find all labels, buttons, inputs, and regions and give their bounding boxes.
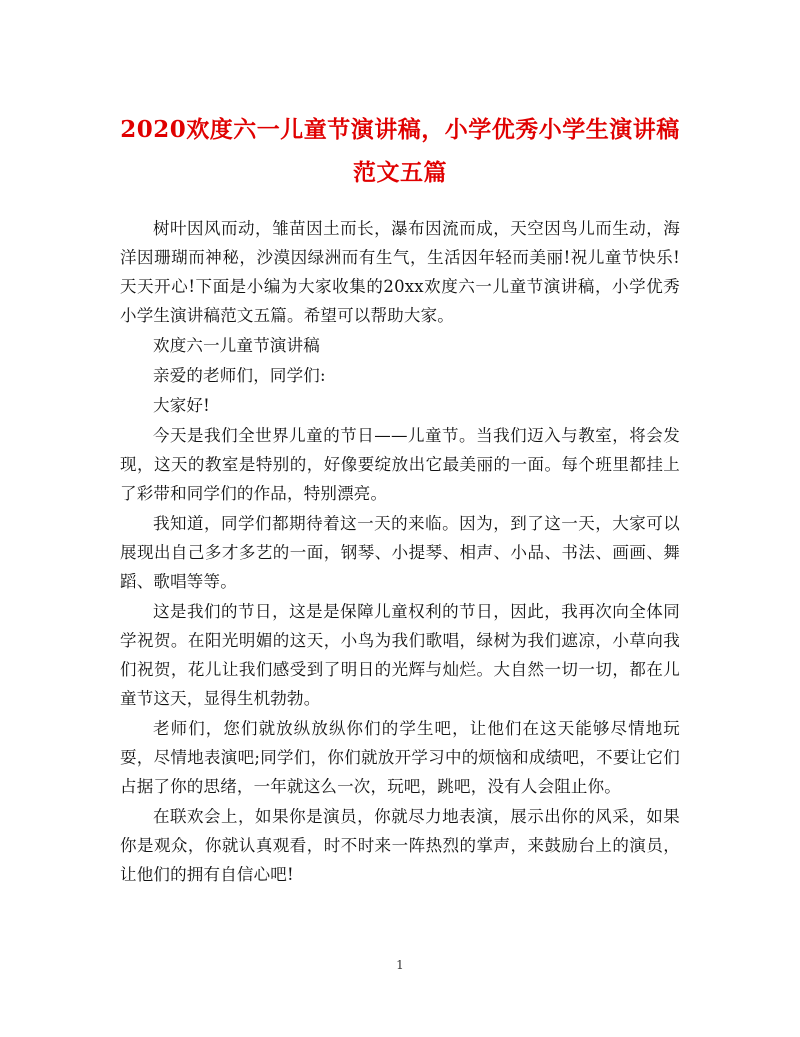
paragraph-body-3: 这是我们的节日，这是是保障儿童权利的节日，因此，我再次向全体同学祝贺。在阳光明媚的这天，小鸟为我们歌唱，绿树为我们遮凉，小草向我们祝贺，花儿让我们感受到了明日的光辉与灿烂。大自然一切一切，都在儿童节这天，显得生机勃勃。 bbox=[120, 602, 680, 708]
page-number: 1 bbox=[396, 958, 404, 972]
paragraph-greeting: 大家好! bbox=[153, 396, 210, 415]
paragraph-salutation: 亲爱的老师们，同学们: bbox=[153, 366, 326, 385]
paragraph-body-5: 在联欢会上，如果你是演员，你就尽力地表演，展示出你的风采，如果你是观众，你就认真观看，时不时来一阵热烈的掌声，来鼓励台上的演员，让他们的拥有自信心吧! bbox=[120, 807, 680, 884]
paragraph-body-2: 我知道，同学们都期待着这一天的来临。因为，到了这一天，大家可以展现出自己多才多艺的一面，钢琴、小提琴、相声、小品、书法、画画、舞蹈、歌唱等等。 bbox=[120, 514, 680, 591]
paragraph-heading: 欢度六一儿童节演讲稿 bbox=[153, 336, 320, 355]
paragraph-body-4: 老师们，您们就放纵放纵你们的学生吧，让他们在这天能够尽情地玩耍，尽情地表演吧;同学们，你们就放开学习中的烦恼和成绩吧，不要让它们占据了你的思绪，一年就这么一次，玩吧，跳吧，没有人会阻止你。 bbox=[120, 719, 680, 796]
paragraph-body-1: 今天是我们全世界儿童的节日——儿童节。当我们迈入与教室，将会发现，这天的教室是特别的，好像要绽放出它最美丽的一面。每个班里都挂上了彩带和同学们的作品，特别漂亮。 bbox=[120, 426, 680, 503]
paragraph-intro: 树叶因风而动，雏苗因土而长，瀑布因流而成，天空因鸟儿而生动，海洋因珊瑚而神秘，沙漠因绿洲而有生气，生活因年轻而美丽!祝儿童节快乐!天天开心!下面是小编为大家收集的20xx欢度六一儿童节演讲稿，小学优秀小学生演讲稿范文五篇。希望可以帮助大家。 bbox=[120, 219, 680, 325]
document-body bbox=[120, 214, 680, 890]
document-title: 2020欢度六一儿童节演讲稿，小学优秀小学生演讲稿范文五篇 bbox=[120, 116, 680, 186]
